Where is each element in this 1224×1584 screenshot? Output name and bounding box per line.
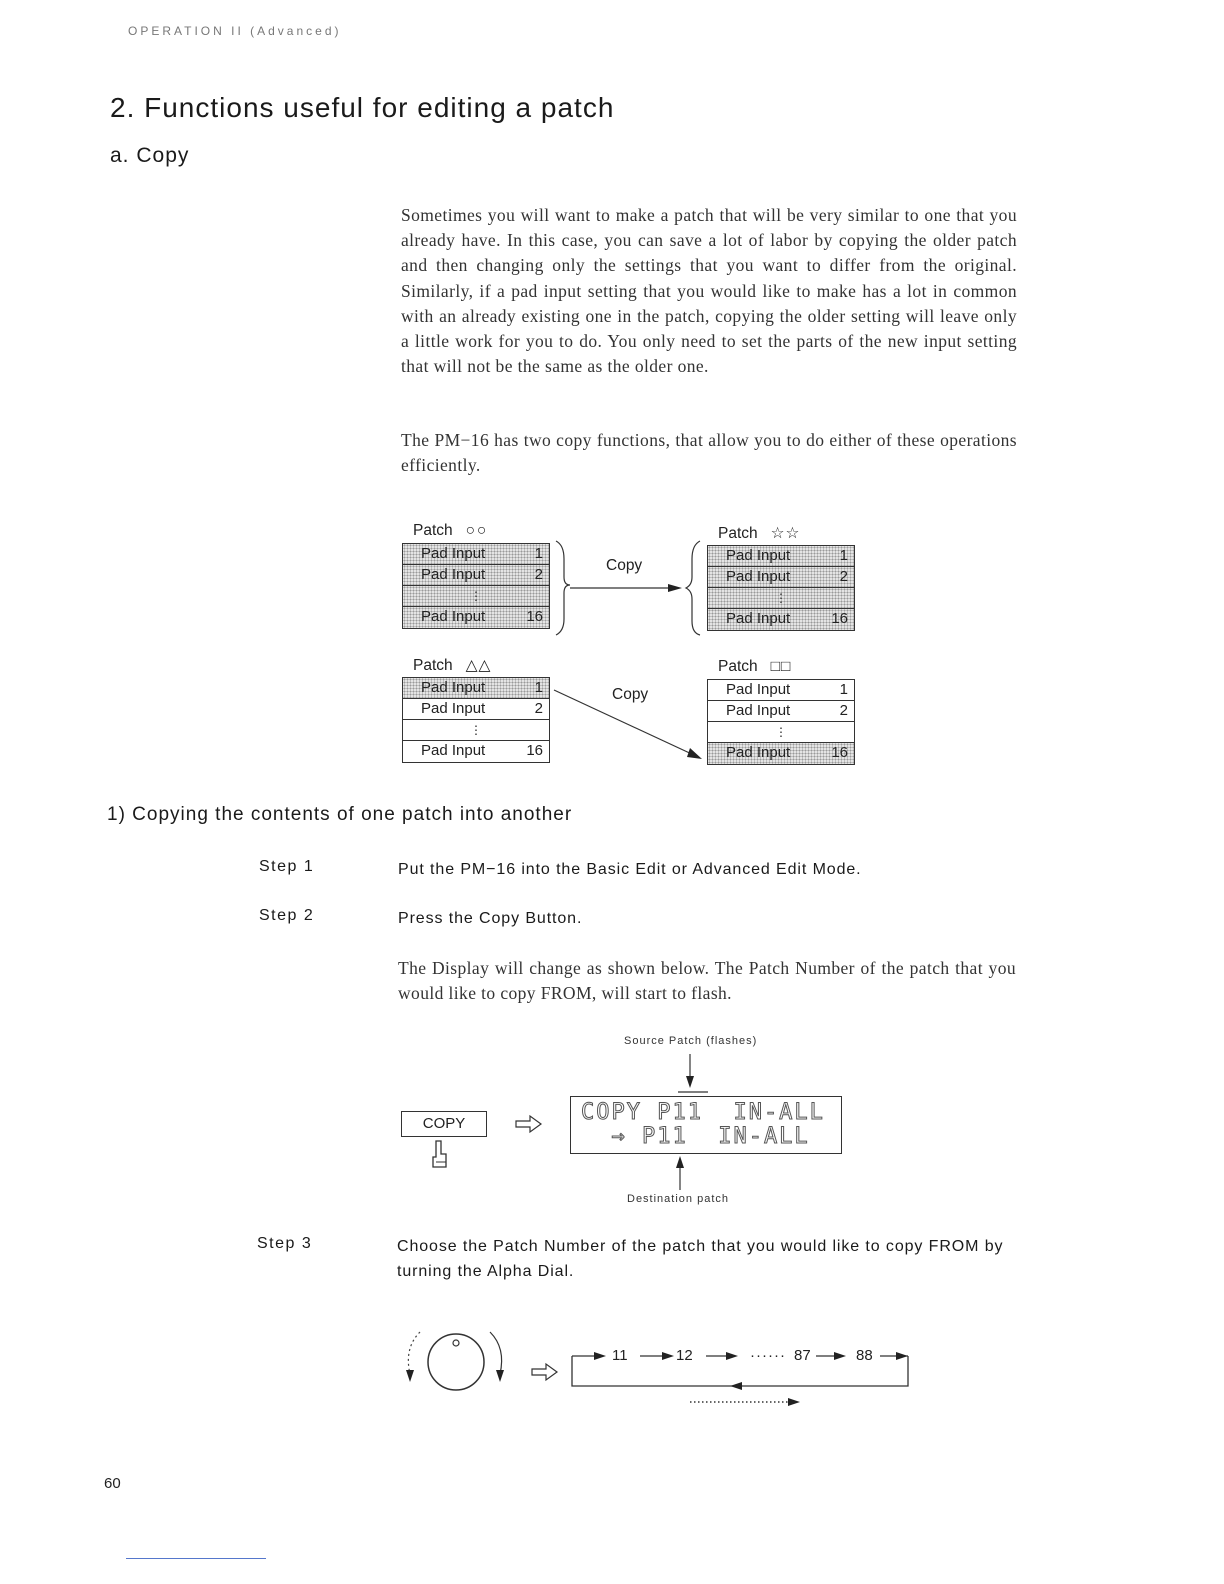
patch-symbol: □□ (770, 658, 792, 675)
pad-input-row: Pad Input 16 (708, 609, 854, 630)
patch-label-top-right: Patch ☆☆ (718, 525, 801, 542)
copy-arrow-bottom (550, 680, 710, 770)
patch-label-top-left: Patch ○○ (413, 522, 489, 539)
copy-arrow-top (548, 535, 708, 645)
sequence-87: 87 (794, 1347, 811, 1364)
copy-label-bottom: Copy (612, 686, 649, 703)
lcd-line-1: COPY P11 IN-ALL (581, 1100, 825, 1125)
lcd-display (570, 1096, 842, 1154)
patch-box-bottom-right (707, 679, 855, 765)
hollow-arrow-icon (530, 1361, 560, 1383)
sequence-88: 88 (856, 1347, 873, 1364)
pad-input-row: Pad Input 1 (708, 680, 854, 701)
page-number: 60 (104, 1475, 121, 1492)
sequence-dots: ······ (750, 1347, 786, 1364)
patch-box-top-left (402, 543, 550, 629)
destination-arrow (668, 1154, 692, 1194)
copy-button[interactable]: COPY (401, 1111, 487, 1137)
step-1-label: Step 1 (259, 858, 315, 875)
alpha-dial-icon (396, 1326, 516, 1396)
patch-symbol: ☆☆ (770, 525, 801, 542)
step-3-label: Step 3 (257, 1235, 313, 1252)
pad-input-row: ⋮ (708, 588, 854, 609)
patch-box-top-right (707, 545, 855, 631)
display-description: The Display will change as shown below. The Patch Number of the patch that you would like to copy FROM, will start to flash. (398, 958, 1016, 1004)
patch-symbol: △△ (465, 657, 492, 674)
pad-input-row: Pad Input 2 (403, 699, 549, 720)
bottom-rule (126, 1558, 266, 1559)
section-title: 2. Functions useful for editing a patch (110, 92, 615, 123)
step-1-text: Put the PM−16 into the Basic Edit or Advanced Edit Mode. (398, 861, 862, 878)
step-2-text: Press the Copy Button. (398, 910, 583, 927)
patch-number-sequence (570, 1346, 910, 1406)
intro-paragraph-2: The PM−16 has two copy functions, that allow you to do either of these operations efficiently. (401, 430, 1017, 476)
pad-input-row: Pad Input 16 (708, 743, 854, 764)
pad-input-row: Pad Input 1 (708, 546, 854, 567)
sequence-12: 12 (676, 1347, 693, 1364)
destination-patch-label: Destination patch (627, 1193, 729, 1205)
pad-input-row: Pad Input 1 (403, 544, 549, 565)
lcd-line-2: → P11 IN-ALL (581, 1124, 810, 1149)
pad-input-row: Pad Input 2 (708, 567, 854, 588)
section-1-heading: 1) Copying the contents of one patch into another (107, 804, 573, 825)
running-head: OPERATION II (Advanced) (128, 24, 342, 38)
pad-input-row: Pad Input 1 (403, 678, 549, 699)
patch-symbol: ○○ (465, 522, 489, 539)
intro-paragraph-1: Sometimes you will want to make a patch that will be very similar to one that you already have. In this case, you can save a lot of labor by copying the older patch and then changing only the settings that you want to differ from the original. Similarly, if a pad input setting that you would like to make has a lot in common with an already existing one in the patch, copying the older setting will leave only a little work for you to do. You only need to set the parts of the new input setting that will not be the same as the older one. (401, 205, 1017, 377)
hollow-arrow-icon (514, 1113, 544, 1135)
step-2-label: Step 2 (259, 907, 315, 924)
step-3-text: Choose the Patch Number of the patch that you would like to copy FROM by turning the Alpha Dial. (397, 1238, 1004, 1280)
pad-input-row: ⋮ (403, 586, 549, 607)
pad-input-row: Pad Input 2 (403, 565, 549, 586)
finger-press-icon (428, 1137, 452, 1173)
pad-input-row: ⋮ (403, 720, 549, 741)
source-arrow (670, 1052, 710, 1096)
copy-label-top: Copy (606, 557, 643, 574)
pad-input-row: Pad Input 16 (421, 742, 543, 759)
pad-input-row: ⋮ (708, 722, 854, 743)
pad-input-row: Pad Input 16 (403, 607, 549, 628)
pad-input-row: Pad Input 2 (708, 701, 854, 722)
source-patch-label: Source Patch (flashes) (624, 1035, 758, 1047)
patch-label-bottom-left: Patch △△ (413, 657, 492, 674)
patch-label-bottom-right: Patch □□ (718, 658, 792, 675)
subsection-title: a. Copy (110, 144, 190, 167)
patch-box-bottom-left (402, 677, 550, 763)
sequence-11: 11 (612, 1347, 628, 1364)
